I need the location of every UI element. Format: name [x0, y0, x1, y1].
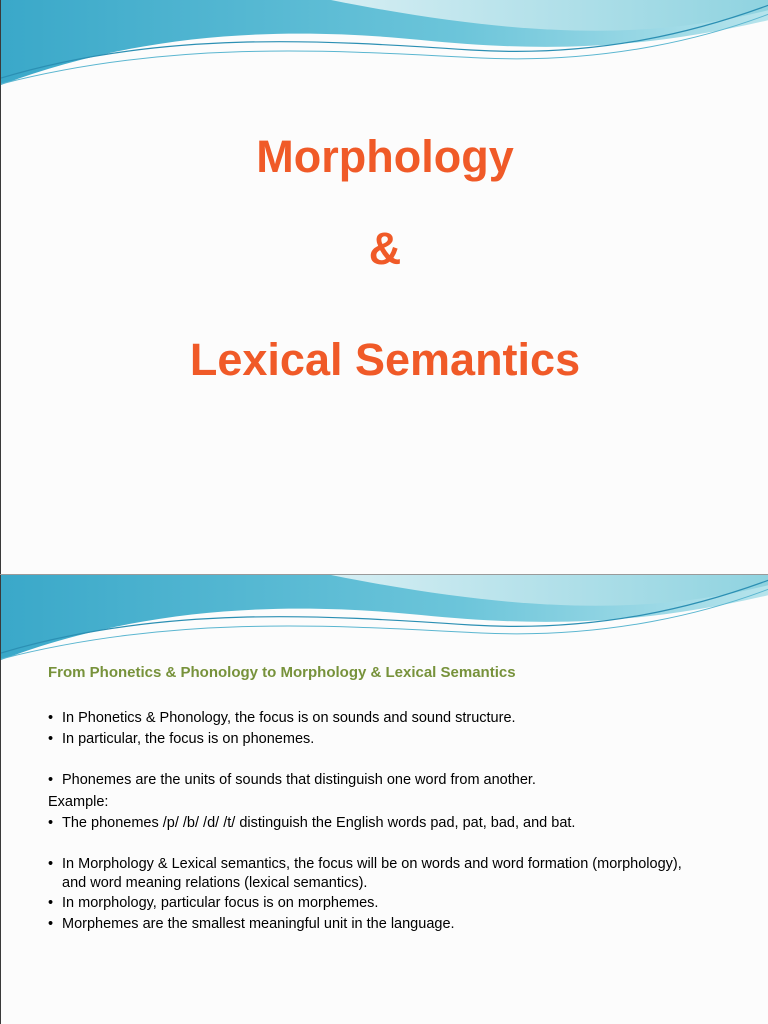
bullet-line: • The phonemes /p/ /b/ /d/ /t/ distinguish the English words pad, pat, bad, and bat. [48, 815, 576, 831]
bullet-icon: • [48, 895, 54, 911]
slide-heading: From Phonetics & Phonology to Morphology & Lexical Semantics [48, 664, 516, 681]
decorative-wave-header [1, 575, 768, 665]
bullet-line: • In Phonetics & Phonology, the focus is on sounds and sound structure. [48, 710, 516, 726]
bullet-icon: • [48, 772, 54, 788]
title-line-morphology: Morphology [256, 131, 514, 182]
bullet-line: • Morphemes are the smallest meaningful unit in the language. [48, 916, 455, 932]
bullet-line: • In Morphology & Lexical semantics, the focus will be on words and word formation (morphology), [48, 856, 682, 872]
decorative-wave-header [1, 0, 768, 90]
bullet-line: • In morphology, particular focus is on morphemes. [48, 895, 379, 911]
bullet-icon: • [48, 815, 54, 831]
title-line-lexical-semantics: Lexical Semantics [189, 334, 581, 385]
content-slide [0, 575, 768, 1024]
bullet-icon: • [48, 916, 54, 932]
bullet-continuation: and word meaning relations (lexical semantics). [62, 875, 368, 891]
example-label: Example: [48, 794, 109, 810]
bullet-line: • In particular, the focus is on phonemes. [48, 731, 315, 747]
title-line-ampersand: & [368, 223, 402, 274]
bullet-icon: • [48, 710, 54, 726]
bullet-icon: • [48, 731, 54, 747]
bullet-icon: • [48, 856, 54, 872]
bullet-line: • Phonemes are the units of sounds that distinguish one word from another. [48, 772, 536, 788]
